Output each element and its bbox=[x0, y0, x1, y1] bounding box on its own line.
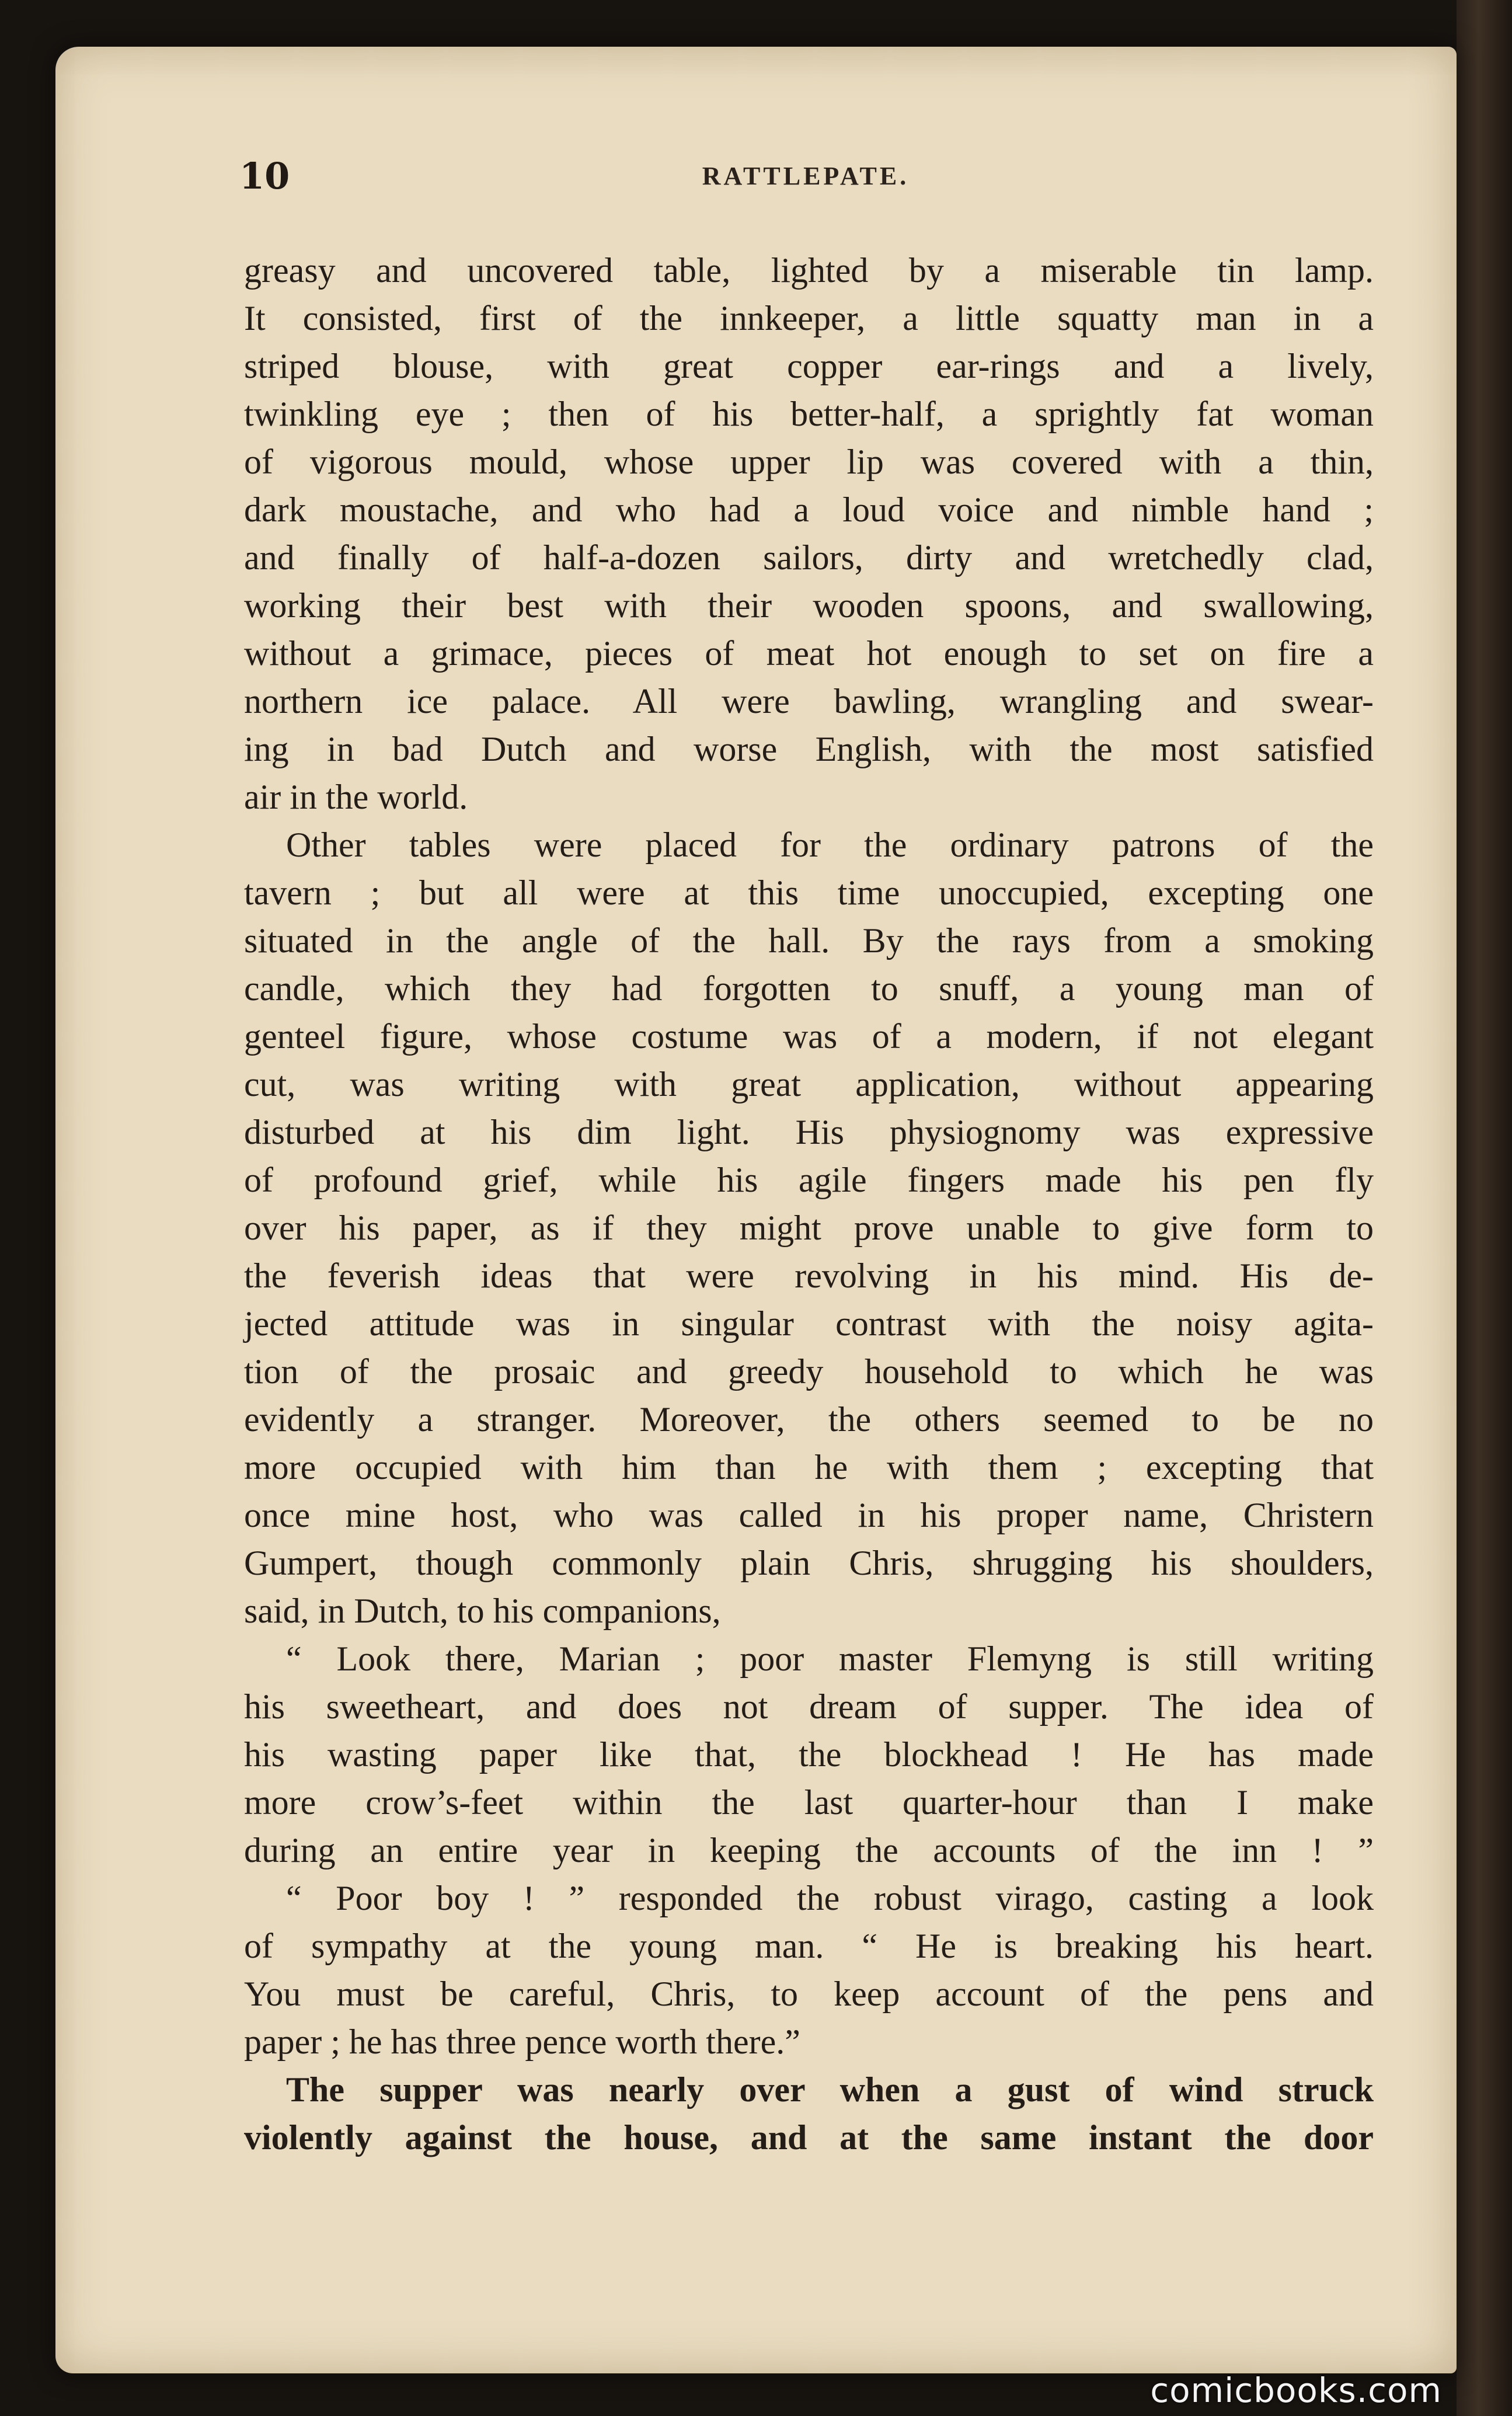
text-line: his wasting paper like that, the blockhead ! He has made bbox=[244, 1735, 1374, 1774]
text-line: It consisted, first of the innkeeper, a little squatty man in a bbox=[244, 299, 1374, 337]
text-line: striped blouse, with great copper ear-rings and a lively, bbox=[244, 347, 1374, 385]
text-line: candle, which they had forgotten to snuff, a young man of bbox=[244, 969, 1374, 1008]
text-line: during an entire year in keeping the accounts of the inn ! ” bbox=[244, 1831, 1374, 1870]
page-number: 10 bbox=[239, 155, 290, 197]
text-line: of profound grief, while his agile fingers made his pen fly bbox=[244, 1161, 1374, 1199]
page-header bbox=[239, 153, 1372, 200]
text-line: over his paper, as if they might prove unable to give form to bbox=[244, 1209, 1374, 1247]
text-line: You must be careful, Chris, to keep account of the pens and bbox=[244, 1975, 1374, 2013]
watermark: comicbooks.com bbox=[1150, 2370, 1442, 2410]
text-line: more occupied with him than he with them ; excepting that bbox=[244, 1448, 1374, 1486]
text-line: genteel figure, whose costume was of a modern, if not elegant bbox=[244, 1017, 1374, 1056]
book-spine bbox=[1457, 0, 1512, 2416]
text-line: dark moustache, and who had a loud voice and nimble hand ; bbox=[244, 490, 1374, 529]
text-line: his sweetheart, and does not dream of supper. The idea of bbox=[244, 1687, 1374, 1726]
text-line: northern ice palace. All were bawling, wrangling and swear- bbox=[244, 682, 1374, 720]
text-line: Gumpert, though commonly plain Chris, shrugging his shoulders, bbox=[244, 1544, 1374, 1582]
text-line: more crow’s-feet within the last quarter-hour than I make bbox=[244, 1783, 1374, 1822]
text-line: the feverish ideas that were revolving in his mind. His de- bbox=[244, 1256, 1374, 1295]
text-line: working their best with their wooden spoons, and swallowing, bbox=[244, 586, 1374, 625]
text-line: ing in bad Dutch and worse English, with the most satisfied bbox=[244, 730, 1374, 768]
text-line: of vigorous mould, whose upper lip was covered with a thin, bbox=[244, 443, 1374, 481]
text-line: violently against the house, and at the same instant the door bbox=[244, 2118, 1374, 2157]
text-line: jected attitude was in singular contrast with the noisy agita- bbox=[244, 1304, 1374, 1343]
text-line: once mine host, who was called in his proper name, Christern bbox=[244, 1496, 1374, 1534]
text-line: greasy and uncovered table, lighted by a miserable tin lamp. bbox=[244, 251, 1374, 290]
text-line: tavern ; but all were at this time unoccupied, excepting one bbox=[244, 873, 1374, 912]
running-head: RATTLEPATE. bbox=[702, 162, 910, 190]
text-line: of sympathy at the young man. “ He is breaking his heart. bbox=[244, 1927, 1374, 1965]
text-line: air in the world. bbox=[244, 778, 468, 816]
text-line: disturbed at his dim light. His physiognomy was expressive bbox=[244, 1113, 1374, 1151]
text-line: The supper was nearly over when a gust of wind struck bbox=[286, 2070, 1374, 2109]
text-line: Other tables were placed for the ordinary patrons of the bbox=[286, 826, 1374, 864]
text-line: and finally of half-a-dozen sailors, dirty and wretchedly clad, bbox=[244, 538, 1374, 577]
text-line: without a grimace, pieces of meat hot enough to set on fire a bbox=[244, 634, 1374, 673]
text-line: “ Poor boy ! ” responded the robust virago, casting a look bbox=[286, 1879, 1374, 1917]
text-line: tion of the prosaic and greedy household to which he was bbox=[244, 1352, 1374, 1391]
text-line: “ Look there, Marian ; poor master Flemyng is still writing bbox=[286, 1639, 1374, 1678]
body-text bbox=[244, 246, 1374, 2161]
text-line: twinkling eye ; then of his better-half, a sprightly fat woman bbox=[244, 395, 1374, 433]
text-line: said, in Dutch, to his companions, bbox=[244, 1592, 721, 1630]
text-line: situated in the angle of the hall. By the rays from a smoking bbox=[244, 921, 1374, 960]
text-line: paper ; he has three pence worth there.” bbox=[244, 2022, 800, 2061]
text-line: cut, was writing with great application, without appearing bbox=[244, 1065, 1374, 1103]
text-line: evidently a stranger. Moreover, the others seemed to be no bbox=[244, 1400, 1374, 1439]
